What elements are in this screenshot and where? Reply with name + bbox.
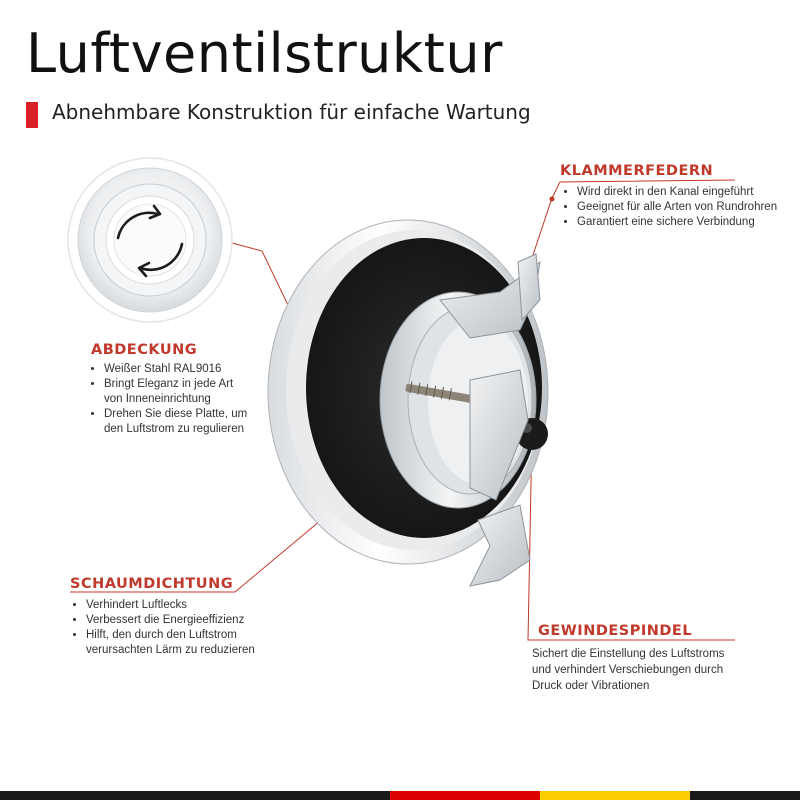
abdeckung-item: • Weißer Stahl RAL9016	[104, 362, 274, 377]
klammerfedern-item: • Garantiert eine sichere Verbindung	[577, 215, 800, 230]
callout-line-gewindespindel	[528, 432, 735, 640]
klammerfedern-heading: KLAMMERFEDERN	[560, 163, 714, 179]
flag-stripe-red	[390, 791, 540, 800]
klammerfedern-item: • Geeignet für alle Arten von Rundrohren	[577, 200, 800, 215]
abdeckung-item: • Bringt Eleganz in jede Art	[104, 377, 274, 392]
gewindespindel-line: Druck oder Vibrationen	[532, 680, 650, 692]
gewindespindel-line: und verhindert Verschiebungen durch	[532, 664, 724, 676]
flag-stripe-gold	[540, 791, 690, 800]
abdeckung-item: • Drehen Sie diese Platte, um	[104, 407, 274, 422]
schaumdichtung-heading: SCHAUMDICHTUNG	[70, 576, 234, 592]
schaumdichtung-item: • Verbessert die Energieeffizienz	[86, 613, 306, 628]
abdeckung-heading: ABDECKUNG	[91, 342, 198, 358]
gewindespindel-line: Sichert die Einstellung des Luftstroms	[532, 648, 725, 660]
klammerfedern-item: • Wird direkt in den Kanal eingeführt	[577, 185, 800, 200]
klammerfedern-list	[561, 185, 800, 230]
schaumdichtung-list	[70, 598, 306, 658]
gewindespindel-heading: GEWINDESPINDEL	[538, 623, 693, 639]
abdeckung-item: von Inneneinrichtung	[104, 393, 211, 405]
flag-stripe-black-end	[690, 791, 800, 800]
flag-stripe-black	[0, 791, 390, 800]
abdeckung-item: den Luftstrom zu regulieren	[104, 423, 244, 435]
page-title: Luftventilstruktur	[26, 22, 503, 85]
page-subtitle: Abnehmbare Konstruktion für einfache Wartung	[52, 100, 531, 124]
schaumdichtung-item: • Hilft, den durch den Luftstrom	[86, 628, 306, 643]
flag-bar	[0, 791, 800, 800]
gewindespindel-text	[532, 646, 762, 694]
cover-inset	[68, 158, 232, 322]
abdeckung-list	[88, 362, 274, 437]
vent-product	[268, 220, 548, 586]
schaumdichtung-item: • Verhindert Luftlecks	[86, 598, 306, 613]
schaumdichtung-item: verursachten Lärm zu reduzieren	[86, 644, 255, 656]
